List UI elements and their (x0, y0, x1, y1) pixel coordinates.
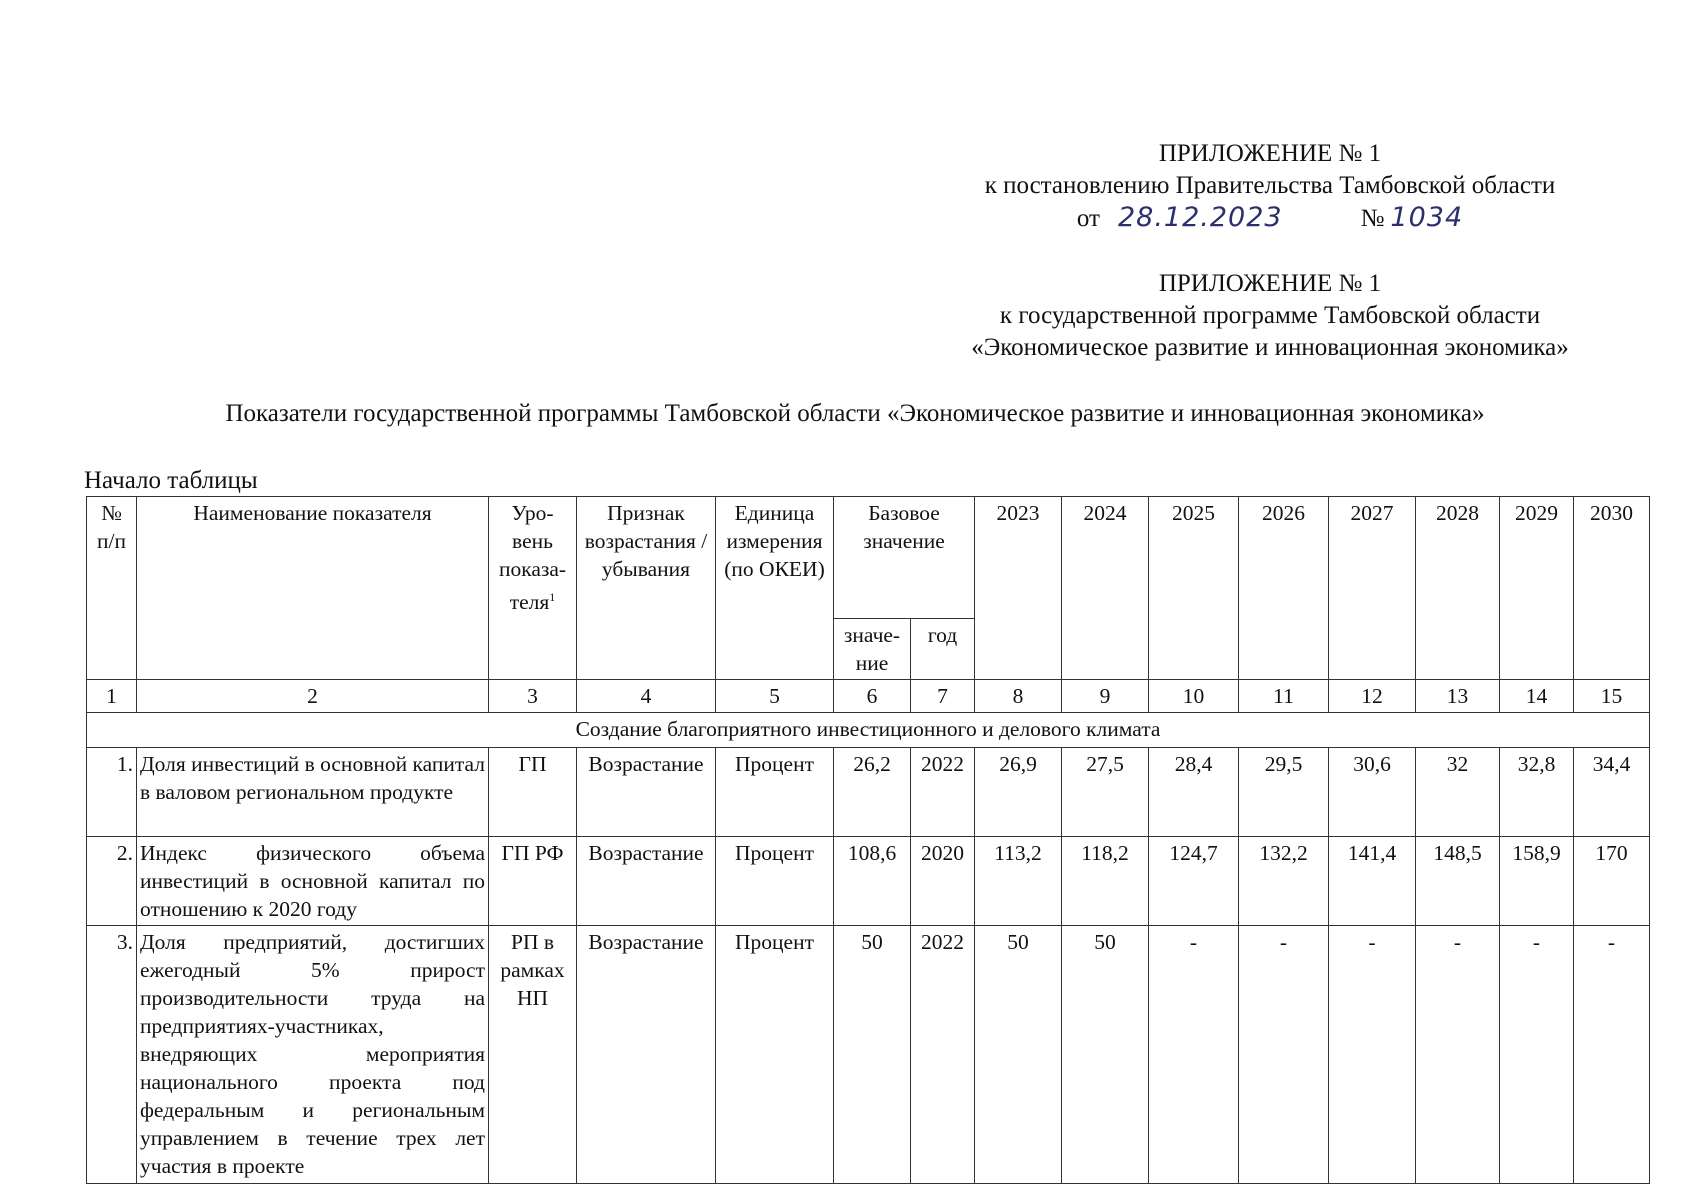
handwritten-date: 28.12.2023 (1117, 202, 1283, 233)
section-title: Создание благоприятного инвестиционного и делового климата (87, 713, 1650, 748)
column-number: 8 (975, 680, 1062, 713)
table-row (87, 748, 1650, 837)
value-2023: 26,9 (975, 748, 1062, 837)
value-2027: - (1329, 926, 1416, 1184)
column-number: 11 (1239, 680, 1329, 713)
indicator-level: ГП (489, 748, 577, 837)
row-number: 1. (87, 748, 137, 837)
value-2028: 148,5 (1416, 837, 1500, 926)
approval-date-row (930, 202, 1610, 235)
section-row (87, 713, 1650, 748)
header-base-value: значе-ние (834, 619, 911, 680)
approval-block-resolution (930, 138, 1610, 235)
value-2024: 50 (1062, 926, 1149, 1184)
header-trend: Признак возрастания / убывания (577, 497, 716, 680)
column-number: 4 (577, 680, 716, 713)
header-year-2026: 2026 (1239, 497, 1329, 680)
value-2025: - (1149, 926, 1239, 1184)
document-title: Показатели государственной программы Тамбовской области «Экономическое развитие и инновационная экономика» (225, 400, 1485, 427)
value-2025: 124,7 (1149, 837, 1239, 926)
program-appendix-subtitle: к государственной программе Тамбовской области (999, 302, 1541, 329)
value-2027: 141,4 (1329, 837, 1416, 926)
number-label: № (1360, 205, 1385, 232)
indicator-name: Индекс физического объема инвестиций в основной капитал по отношению к 2020 году (137, 837, 489, 926)
base-year: 2022 (911, 926, 975, 1184)
value-2029: 32,8 (1500, 748, 1574, 837)
indicator-name: Доля предприятий, достигших ежегодный 5% прирост производительности труда на предприятиях-участниках, внедряющих мероприятия национального проекта под федеральным и региональным управлением в течение трех лет участия в проекте (137, 926, 489, 1184)
footnote-marker: 1 (549, 590, 556, 604)
value-2026: 29,5 (1239, 748, 1329, 837)
indicator-name: Доля инвестиций в основной капитал в валовом региональном продукте (137, 748, 489, 837)
indicator-trend: Возрастание (577, 748, 716, 837)
program-appendix-name: «Экономическое развитие и инновационная экономика» (971, 334, 1569, 361)
header-year-2029: 2029 (1500, 497, 1574, 680)
approval-subtitle: к постановлению Правительства Тамбовской области (984, 172, 1556, 199)
indicator-trend: Возрастание (577, 837, 716, 926)
indicator-unit: Процент (716, 926, 834, 1184)
column-number: 6 (834, 680, 911, 713)
header-year-2023: 2023 (975, 497, 1062, 680)
value-2026: - (1239, 926, 1329, 1184)
base-year: 2022 (911, 748, 975, 837)
header-unit: Единица измерения (по ОКЕИ) (716, 497, 834, 680)
row-number: 3. (87, 926, 137, 1184)
table-row (87, 926, 1650, 1184)
value-2026: 132,2 (1239, 837, 1329, 926)
header-row-main (87, 497, 1650, 619)
program-appendix-title: ПРИЛОЖЕНИЕ № 1 (1158, 270, 1382, 297)
header-level-text: Уро-вень показа-теля (498, 501, 567, 615)
table-start-note: Начало таблицы (84, 467, 258, 494)
indicator-trend: Возрастание (577, 926, 716, 1184)
value-2030: 34,4 (1574, 748, 1650, 837)
indicator-level: ГП РФ (489, 837, 577, 926)
column-number: 1 (87, 680, 137, 713)
value-2029: 158,9 (1500, 837, 1574, 926)
value-2030: 170 (1574, 837, 1650, 926)
column-number: 10 (1149, 680, 1239, 713)
value-2027: 30,6 (1329, 748, 1416, 837)
value-2023: 113,2 (975, 837, 1062, 926)
approval-title: ПРИЛОЖЕНИЕ № 1 (1158, 140, 1382, 167)
column-number: 14 (1500, 680, 1574, 713)
header-year-2030: 2030 (1574, 497, 1650, 680)
base-value: 50 (834, 926, 911, 1184)
indicator-unit: Процент (716, 748, 834, 837)
base-value: 108,6 (834, 837, 911, 926)
header-base-year: год (911, 619, 975, 680)
column-number: 3 (489, 680, 577, 713)
base-year: 2020 (911, 837, 975, 926)
handwritten-number: 1034 (1390, 202, 1464, 233)
header-year-2027: 2027 (1329, 497, 1416, 680)
column-number: 2 (137, 680, 489, 713)
indicator-unit: Процент (716, 837, 834, 926)
header-name: Наименование показателя (137, 497, 489, 680)
table-row (87, 837, 1650, 926)
column-number: 5 (716, 680, 834, 713)
value-2030: - (1574, 926, 1650, 1184)
column-number-row (87, 680, 1650, 713)
header-base: Базовое значение (834, 497, 975, 619)
base-value: 26,2 (834, 748, 911, 837)
row-number: 2. (87, 837, 137, 926)
column-number: 12 (1329, 680, 1416, 713)
date-label: от (1076, 205, 1100, 232)
header-num: № п/п (87, 497, 137, 680)
value-2023: 50 (975, 926, 1062, 1184)
approval-block-program (920, 268, 1620, 364)
column-number: 13 (1416, 680, 1500, 713)
header-year-2024: 2024 (1062, 497, 1149, 680)
indicator-level: РП в рамках НП (489, 926, 577, 1184)
column-number: 15 (1574, 680, 1650, 713)
value-2028: 32 (1416, 748, 1500, 837)
header-year-2025: 2025 (1149, 497, 1239, 680)
value-2024: 27,5 (1062, 748, 1149, 837)
indicators-table (86, 496, 1650, 1184)
header-level (489, 497, 577, 680)
value-2029: - (1500, 926, 1574, 1184)
value-2025: 28,4 (1149, 748, 1239, 837)
column-number: 7 (911, 680, 975, 713)
value-2024: 118,2 (1062, 837, 1149, 926)
value-2028: - (1416, 926, 1500, 1184)
header-year-2028: 2028 (1416, 497, 1500, 680)
column-number: 9 (1062, 680, 1149, 713)
